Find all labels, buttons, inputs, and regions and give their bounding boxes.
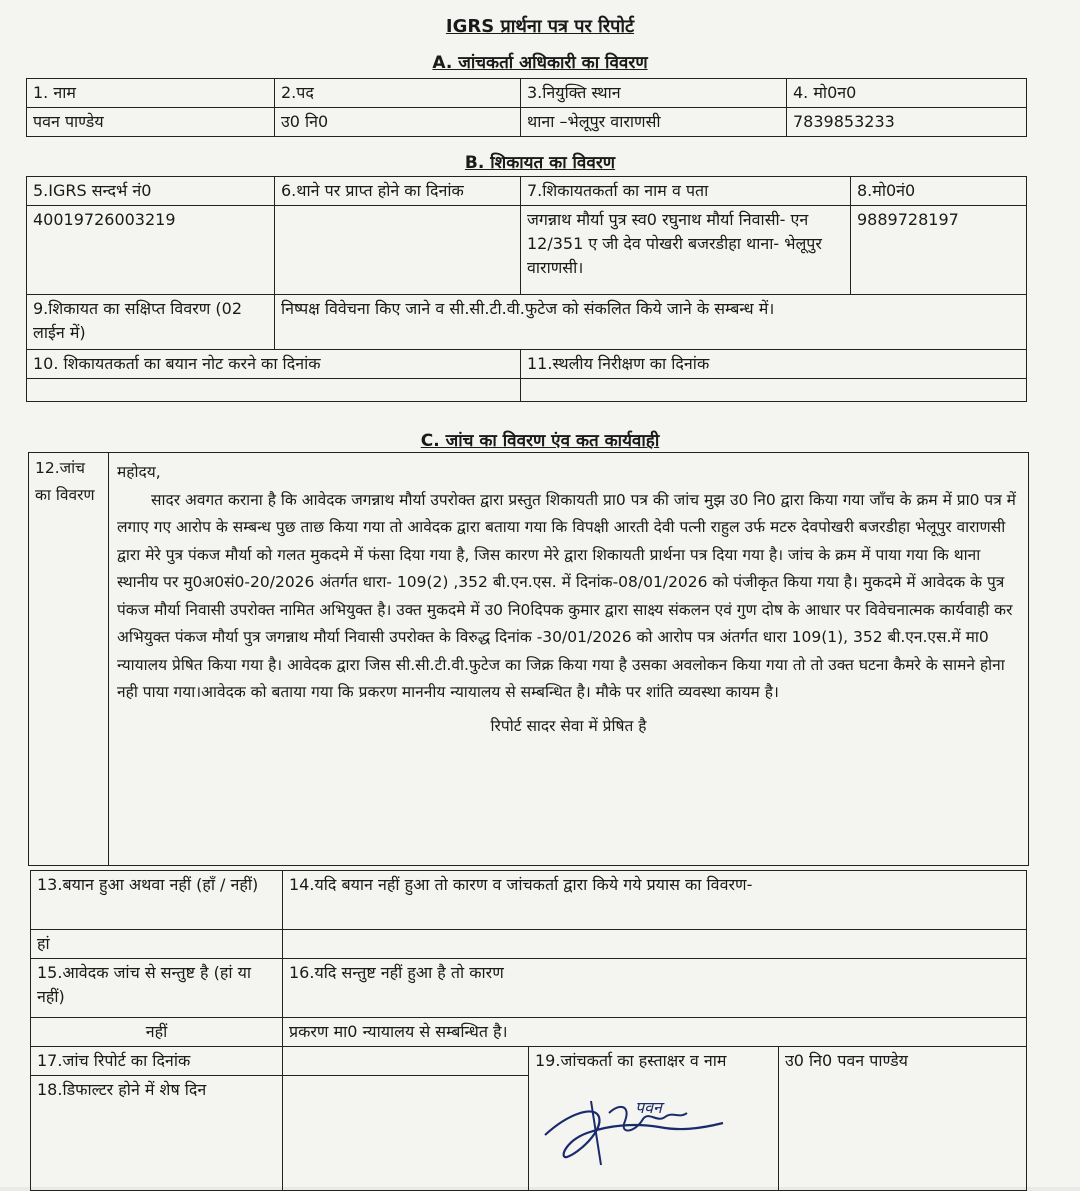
q18-label: 18.डिफाल्टर होने में शेष दिन [31, 1076, 283, 1191]
q15-row [31, 959, 1027, 1018]
inspection-date-label: 11.स्थलीय निरीक्षण का दिनांक [521, 350, 1027, 379]
section-a-heading: A. जांचकर्ता अधिकारी का विवरण [432, 53, 648, 73]
officer-header-row [27, 79, 1027, 108]
summary-label: 9.शिकायत का सक्षिप्त विवरण (02 लाईन में) [27, 295, 275, 350]
q14-value [283, 930, 1027, 959]
officer-value-row [27, 108, 1027, 137]
summary-value: निष्पक्ष विवेचना किए जाने व सी.सी.टी.वी.फुटेज को संकलित किये जाने के सम्बन्ध में। [275, 295, 1027, 350]
page-title: IGRS प्रार्थना पत्र पर रिपोर्ट [445, 16, 635, 37]
investigation-body: सादर अवगत कराना है कि आवेदक जगन्नाथ मौर्या उपरोक्त द्वारा प्रस्तुत शिकायती प्रा0 पत्र की जांच मुझ उ0 नि0 द्वारा किया गया जाँच के क्रम में प्रा0 पत्र में लगाए गए आरोप के सम्बन्ध पुछ ताछ किया गया तो आवेदक द्वारा बताया गया कि विपक्षी आरती देवी पत्नी राहुल उर्फ मटरु देवपोखरी बजरडीहा भेलूपुर वाराणसी द्वारा मेरे पुत्र पंकज मौर्या को गलत मुकदमे में फंसा दिया गया है, जिस कारण मेरे द्वारा शिकायती प्रार्थना पत्र दिया गया है। जांच के क्रम में पाया गया कि थाना स्थानीय पर मु0अ0सं0-20/2026 अंतर्गत धारा- 109(2) ,352 बी.एन.एस. में दिनांक-08/01/2026 को पंजीकृत किया गया है। मुकदमे में आवेदक के पुत्र पंकज मौर्या निवासी उपरोक्त नामित अभियुक्त है। उक्त मुकदमे में उ0 नि0दिपक कुमार द्वारा साक्ष्य संकलन एवं गुण दोष के आधार पर विवेचनात्मक कार्यवाही कर अभियुक्त पंकज मौर्या पुत्र जगन्नाथ मौर्या निवासी उपरोक्त के विरुद्ध दिनांक -30/01/2026 को आरोप पत्र अंतर्गत धारा 109(1), 352 बी.एन.एस.में मा0 न्यायालय प्रेषित किया गया है। आवेदक द्वारा जिस सी.सी.टी.वी.फुटेज का जिक्र किया गया है उसका अवलोकन किया गया तो तो उक्त घटना कैमरे के सामने होना नही पाया गया।आवेदक को बताया गया कि प्रकरण माननीय न्यायालय से सम्बन्धित है। मौके पर शांति व्यवस्था कायम है। [117, 490, 1016, 701]
complaint-header-row [27, 177, 1027, 206]
complaint-value-row [27, 206, 1027, 295]
officer-details-table [26, 78, 1027, 137]
officer-post-header: 2.पद [275, 79, 521, 108]
received-date [275, 206, 521, 295]
investigation-row [29, 453, 1029, 866]
officer-mobile: 7839853233 [787, 108, 1027, 137]
reference-no: 40019726003219 [27, 206, 275, 295]
q19-cell [529, 1047, 779, 1191]
complainant-header: 7.शिकायतकर्ता का नाम व पता [521, 177, 851, 206]
q15-label: 15.आवेदक जांच से सन्तुष्ट है (हां या नहीं) [31, 959, 283, 1018]
q14-label: 14.यदि बयान नहीं हुआ तो कारण व जांचकर्ता द्वारा किये गये प्रयास का विवरण- [283, 871, 1027, 930]
complaint-details-table [26, 176, 1027, 402]
officer-post: उ0 नि0 [275, 108, 521, 137]
q13-label: 13.बयान हुआ अथवा नहीं (हाँ / नहीं) [31, 871, 283, 930]
q13-row [31, 871, 1027, 930]
investigation-table [28, 452, 1029, 866]
q19-label: 19.जांचकर्ता का हस्ताक्षर व नाम [535, 1051, 727, 1070]
statement-date [27, 379, 521, 402]
complainant-name-address: जगन्नाथ मौर्या पुत्र स्व0 रघुनाथ मौर्या निवासी- एन 12/351 ए जी देव पोखरी बजरडीहा थाना- भेलूपुर वाराणसी। [521, 206, 851, 295]
q16-label: 16.यदि सन्तुष्ट नहीं हुआ है तो कारण [283, 959, 1027, 1018]
officer-posting: थाना –भेलूपुर वाराणसी [521, 108, 787, 137]
signature-text: पवन [635, 1098, 662, 1117]
salutation: महोदय, [117, 463, 161, 481]
q17-label: 17.जांच रिपोर्ट का दिनांक [31, 1047, 283, 1076]
statement-date-label: 10. शिकायतकर्ता का बयान नोट करने का दिनांक [27, 350, 521, 379]
q17-value [283, 1047, 529, 1076]
q16-value: प्रकरण मा0 न्यायालय से सम्बन्धित है। [283, 1018, 1027, 1047]
received-date-header: 6.थाने पर प्राप्त होने का दिनांक [275, 177, 521, 206]
section-c-heading: C. जांच का विवरण एंव कत कार्यवाही [420, 431, 660, 451]
officer-name: पवन पाण्डेय [27, 108, 275, 137]
section-b-heading: B. शिकायत का विवरण [464, 153, 616, 173]
complainant-mobile-header: 8.मो0नं0 [851, 177, 1027, 206]
officer-posting-header: 3.नियुक्ति स्थान [521, 79, 787, 108]
q19-value: उ0 नि0 पवन पाण्डेय [779, 1047, 1027, 1191]
q15-value-row [31, 1018, 1027, 1047]
signature-image [539, 1083, 729, 1173]
officer-mobile-header: 4. मो0न0 [787, 79, 1027, 108]
investigation-label: 12.जांच का विवरण [29, 453, 109, 866]
dates-value-row [27, 379, 1027, 402]
officer-name-header: 1. नाम [27, 79, 275, 108]
summary-row [27, 295, 1027, 350]
closing-line: रिपोर्ट सादर सेवा में प्रेषित है [490, 716, 647, 735]
q13-value-row [31, 930, 1027, 959]
q17-row [31, 1047, 1027, 1076]
q15-value: नहीं [31, 1018, 283, 1047]
result-table [30, 870, 1027, 1191]
inspection-date [521, 379, 1027, 402]
q18-value [283, 1076, 529, 1191]
investigation-details [109, 453, 1029, 866]
q13-value: हां [31, 930, 283, 959]
complainant-mobile: 9889728197 [851, 206, 1027, 295]
dates-label-row [27, 350, 1027, 379]
reference-no-header: 5.IGRS सन्दर्भ नं0 [27, 177, 275, 206]
